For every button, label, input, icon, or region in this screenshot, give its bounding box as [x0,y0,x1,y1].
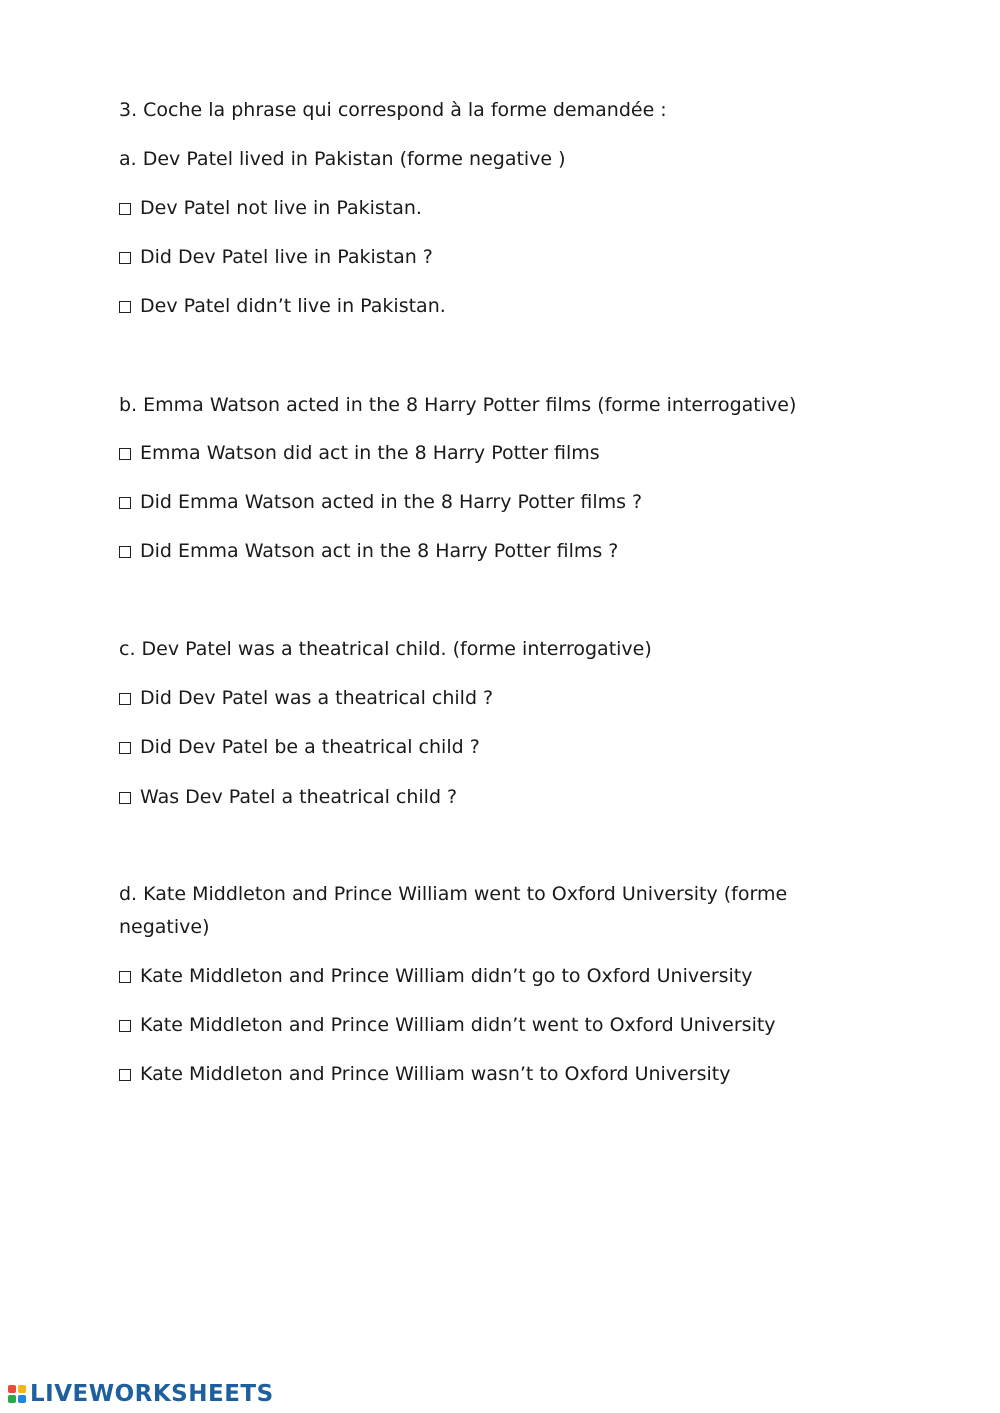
question-c-option-1[interactable] [119,682,493,715]
option-label: Did Emma Watson acted in the 8 Harry Potter films ? [140,491,643,513]
option-label: Kate Middleton and Prince William wasn’t to Oxford University [140,1063,731,1085]
question-c-prompt: c. Dev Patel was a theatrical child. (forme interrogative) [119,638,652,660]
checkbox[interactable] [119,546,131,558]
checkbox[interactable] [119,448,131,460]
liveworksheets-logo[interactable] [8,1380,274,1408]
option-label: Kate Middleton and Prince William didn’t went to Oxford University [140,1014,776,1036]
option-label: Did Dev Patel be a theatrical child ? [140,736,480,758]
logo-icon [8,1385,26,1403]
checkbox[interactable] [119,693,131,705]
checkbox[interactable] [119,792,131,804]
option-label: Did Emma Watson act in the 8 Harry Potter films ? [140,540,619,562]
option-label: Kate Middleton and Prince William didn’t go to Oxford University [140,965,753,987]
question-b-option-2[interactable] [119,486,642,519]
checkbox[interactable] [119,301,131,313]
question-d-option-1[interactable] [119,960,753,993]
question-a-prompt: a. Dev Patel lived in Pakistan (forme negative ) [119,148,566,170]
question-b-prompt: b. Emma Watson acted in the 8 Harry Potter films (forme interrogative) [119,394,797,416]
question-d-option-2[interactable] [119,1009,776,1042]
question-d-option-3[interactable] [119,1058,730,1091]
checkbox[interactable] [119,497,131,509]
brand-name: LIVEWORKSHEETS [30,1381,274,1407]
option-label: Did Dev Patel live in Pakistan ? [140,246,433,268]
instruction: 3. Coche la phrase qui correspond à la forme demandée : [119,99,667,121]
option-label: Dev Patel didn’t live in Pakistan. [140,295,446,317]
option-label: Was Dev Patel a theatrical child ? [140,786,458,808]
question-b-option-3[interactable] [119,535,618,568]
checkbox[interactable] [119,742,131,754]
question-d-prompt-line-2: negative) [119,916,210,938]
question-c-option-3[interactable] [119,781,457,814]
logo-square-green [8,1395,16,1403]
question-d-prompt-line-1: d. Kate Middleton and Prince William went to Oxford University (forme [119,883,788,905]
option-label: Emma Watson did act in the 8 Harry Potter films [140,442,600,464]
logo-square-yellow [18,1385,26,1393]
question-c-option-2[interactable] [119,731,480,764]
question-a-option-3[interactable] [119,290,446,323]
question-a-option-2[interactable] [119,241,433,274]
question-b-option-1[interactable] [119,437,600,470]
logo-square-red [8,1385,16,1393]
option-label: Did Dev Patel was a theatrical child ? [140,687,494,709]
option-label: Dev Patel not live in Pakistan. [140,197,422,219]
checkbox[interactable] [119,1069,131,1081]
checkbox[interactable] [119,203,131,215]
checkbox[interactable] [119,971,131,983]
checkbox[interactable] [119,1020,131,1032]
question-a-option-1[interactable] [119,192,422,225]
logo-square-blue [18,1395,26,1403]
checkbox[interactable] [119,252,131,264]
